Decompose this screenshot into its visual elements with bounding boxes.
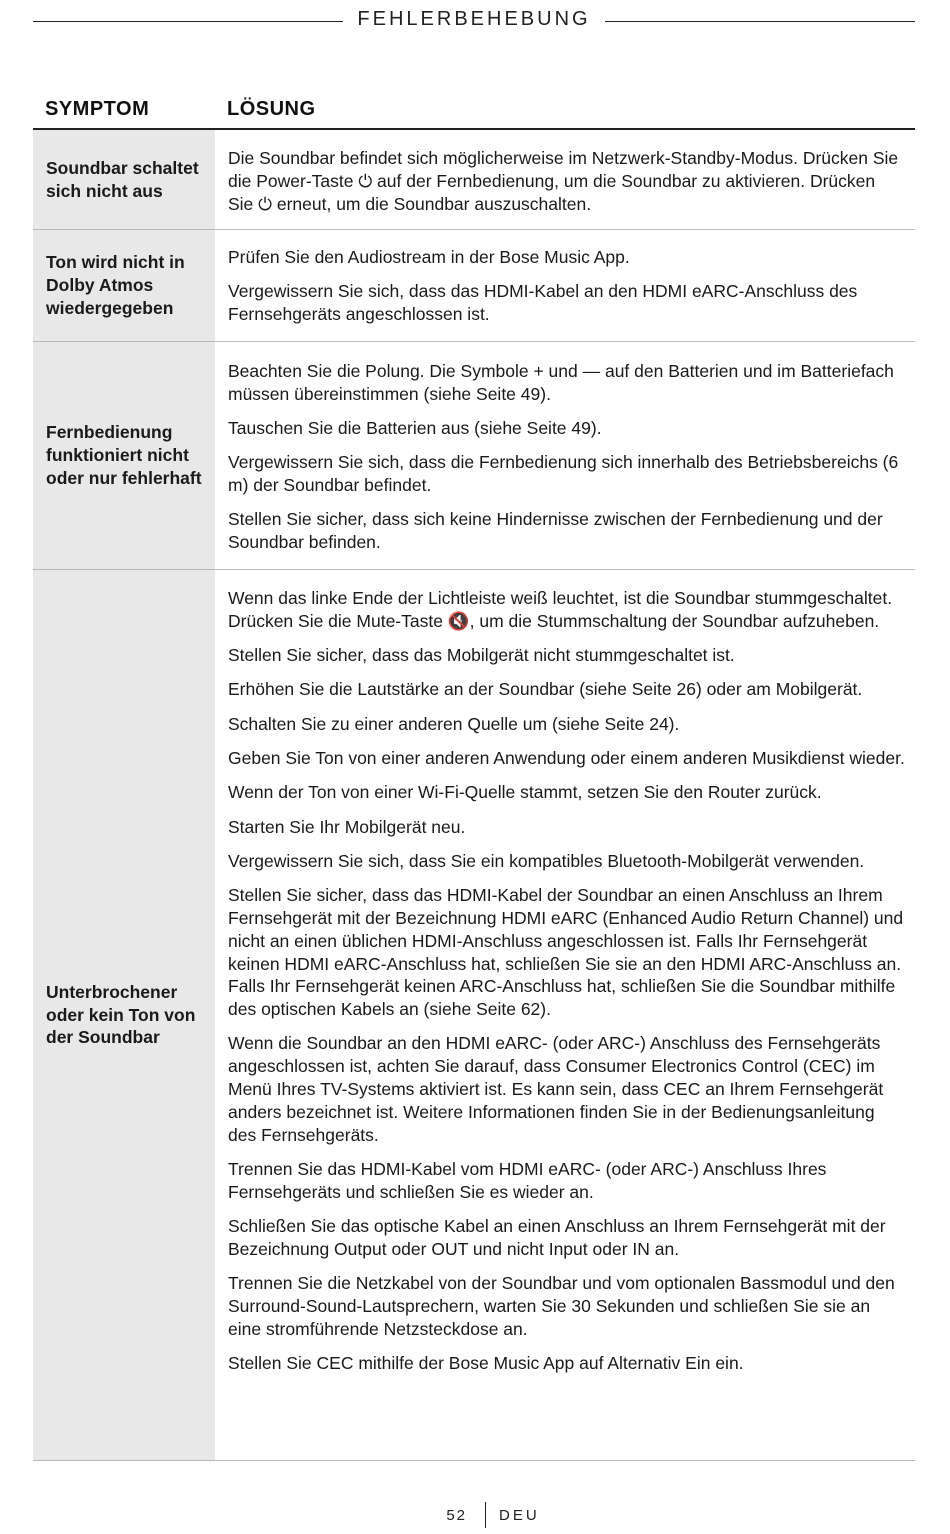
solution-text: Stellen Sie sicher, dass das Mobilgerät nicht stummgeschaltet ist. bbox=[228, 645, 735, 666]
symptom-cell: Unterbrochener oder kein Ton von der Soundbar bbox=[33, 570, 215, 1460]
page-footer bbox=[0, 1502, 950, 1530]
solution-cell bbox=[215, 230, 915, 341]
table-row bbox=[33, 342, 915, 570]
symptom-cell: Ton wird nicht in Dolby Atmos wiedergegeben bbox=[33, 230, 215, 341]
solution-text: Stellen Sie sicher, dass das HDMI-Kabel der Soundbar an einen Anschluss an Ihrem Fernsehgerät mit der Bezeichnung HDMI eARC (Enhanced Audio Return Channel) und nicht an einen üblichen HDMI-Anschluss angeschlossen ist. Falls Ihr Fernsehgerät keinen HDMI eARC-Anschluss hat, schließen Sie sie an den HDMI ARC-Anschluss an. Falls Ihr Fernsehgerät keinen ARC-Anschluss hat, schließen Sie die Soundbar mithilfe des optischen Kabels an (siehe Seite 62). bbox=[228, 885, 904, 1020]
footer-divider bbox=[485, 1502, 486, 1528]
table-row bbox=[33, 130, 915, 230]
solution-text: Trennen Sie die Netzkabel von der Soundbar und vom optionalen Bassmodul und den Surround-Sound-Lautsprechern, warten Sie 30 Sekunden und schließen Sie sie an eine stromführende Netzsteckdose an. bbox=[228, 1273, 895, 1339]
table-row bbox=[33, 230, 915, 342]
solution-text: Schließen Sie das optische Kabel an einen Anschluss an Ihrem Fernsehgerät mit der Bezeichnung Output oder OUT und nicht Input oder IN an. bbox=[228, 1216, 886, 1259]
solution-text: Beachten Sie die Polung. Die Symbole + und — auf den Batterien und im Batteriefach müssen übereinstimmen (siehe Seite 49). bbox=[228, 361, 894, 404]
solution-text: Trennen Sie das HDMI-Kabel vom HDMI eARC- (oder ARC-) Anschluss Ihres Fernsehgeräts und schließen Sie es wieder an. bbox=[228, 1158, 827, 1202]
solution-text: Stellen Sie CEC mithilfe der Bose Music App auf Alternativ Ein ein. bbox=[228, 1353, 744, 1374]
solution-text: Vergewissern Sie sich, dass das HDMI-Kabel an den HDMI eARC-Anschluss des Fernsehgeräts angeschlossen ist. bbox=[228, 281, 858, 325]
solution-text: Wenn die Soundbar an den HDMI eARC- (oder ARC-) Anschluss des Fernsehgeräts angeschlossen ist, achten Sie darauf, dass Consumer Electronics Control (CEC) im Menü Ihres TV-Systems aktiviert ist. Es kann sein, dass CEC an Ihrem Fernsehgerät anders bezeichnet ist. Weitere Informationen finden Sie in der Bedienungsanleitung des Fernsehgeräts. bbox=[228, 1033, 884, 1145]
column-header-solution: LÖSUNG bbox=[227, 98, 316, 120]
troubleshooting-table bbox=[33, 130, 915, 1461]
language-code: DEU bbox=[499, 1507, 540, 1524]
page-header bbox=[33, 8, 915, 36]
solution-text: Schalten Sie zu einer anderen Quelle um (siehe Seite 24). bbox=[228, 713, 680, 734]
solution-text: Geben Sie Ton von einer anderen Anwendung oder einem anderen Musikdienst wieder. bbox=[228, 747, 905, 768]
table-row bbox=[33, 570, 915, 1461]
header-rule-right bbox=[605, 21, 915, 22]
solution-cell bbox=[215, 342, 915, 569]
solution-text: Vergewissern Sie sich, dass Sie ein kompatibles Bluetooth-Mobilgerät verwenden. bbox=[228, 850, 865, 871]
solution-text: Die Soundbar befindet sich möglicherweise im Netzwerk-Standby-Modus. Drücken Sie die Power-Taste ⏻ auf der Fernbedienung, um die Soundbar zu aktivieren. Drücken Sie ⏻ erneut, um die Soundbar auszuschalten. bbox=[228, 148, 899, 214]
solution-text: Stellen Sie sicher, dass sich keine Hindernisse zwischen der Fernbedienung und der Soundbar befinden. bbox=[228, 509, 883, 553]
column-header-symptom: SYMPTOM bbox=[45, 98, 150, 120]
solution-text: Vergewissern Sie sich, dass die Fernbedienung sich innerhalb des Betriebsbereichs (6 m) der Soundbar befindet. bbox=[228, 452, 899, 496]
symptom-cell: Soundbar schaltet sich nicht aus bbox=[33, 130, 215, 229]
solution-text: Wenn das linke Ende der Lichtleiste weiß leuchtet, ist die Soundbar stummgeschaltet. Drücken Sie die Mute-Taste 🔇, um die Stummschaltung der Soundbar aufzuheben. bbox=[228, 588, 893, 631]
symptom-cell: Fernbedienung funktioniert nicht oder nur fehlerhaft bbox=[33, 342, 215, 569]
solution-text: Tauschen Sie die Batterien aus (siehe Seite 49). bbox=[228, 418, 602, 439]
solution-text: Wenn der Ton von einer Wi-Fi-Quelle stammt, setzen Sie den Router zurück. bbox=[228, 782, 822, 803]
page-number: 52 bbox=[446, 1507, 467, 1524]
solution-cell bbox=[215, 570, 915, 1460]
page-title: FEHLERBEHEBUNG bbox=[357, 8, 591, 30]
solution-text: Starten Sie Ihr Mobilgerät neu. bbox=[228, 816, 466, 837]
solution-cell bbox=[215, 130, 915, 229]
solution-text: Prüfen Sie den Audiostream in der Bose Music App. bbox=[228, 247, 630, 267]
solution-text: Erhöhen Sie die Lautstärke an der Soundbar (siehe Seite 26) oder am Mobilgerät. bbox=[228, 679, 863, 700]
